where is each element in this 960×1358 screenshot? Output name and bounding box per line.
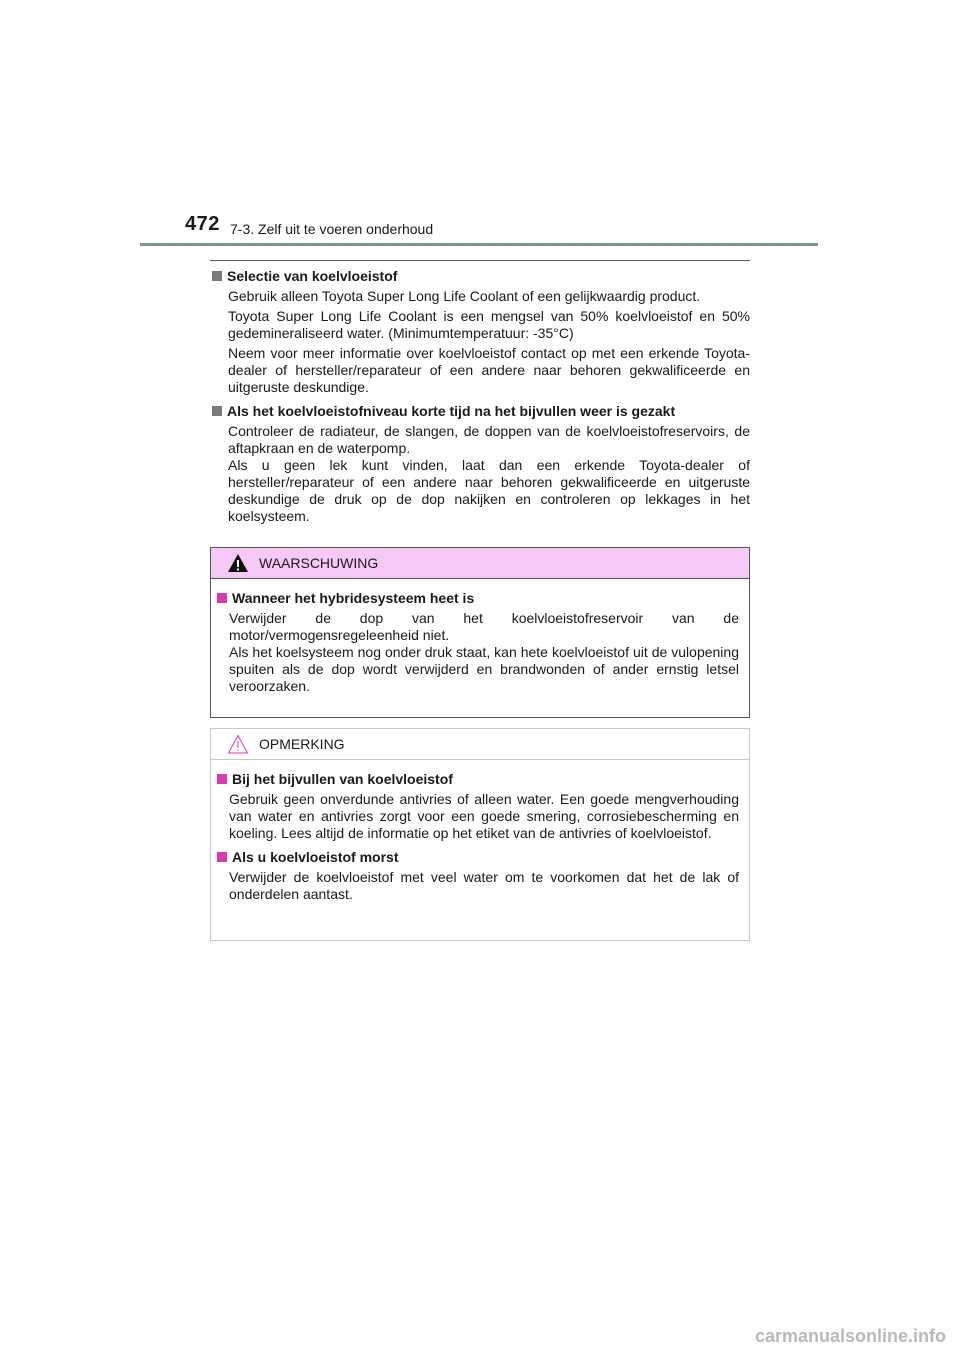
paragraph: Controleer de radiateur, de slangen, de doppen van de koelvloeistofreservoirs, de aftapkraan en de waterpomp. bbox=[228, 423, 750, 456]
warning-item-heading: Wanneer het hybridesysteem heet is bbox=[232, 590, 475, 606]
section-coolant-level-dropped bbox=[210, 402, 750, 525]
caution-outline-triangle-icon bbox=[227, 734, 249, 754]
warning-triangle-icon bbox=[227, 553, 249, 573]
paragraph: Verwijder de koelvloeistof met veel water om te voorkomen dat het de lak of onderdelen aantast. bbox=[229, 869, 739, 902]
square-bullet-icon bbox=[217, 593, 227, 603]
notice-item bbox=[215, 848, 739, 903]
warning-header bbox=[211, 548, 749, 579]
square-bullet-icon bbox=[212, 406, 222, 416]
warning-box bbox=[210, 547, 750, 718]
section-heading: Als het koelvloeistofniveau korte tijd na het bijvullen weer is gezakt bbox=[227, 403, 676, 419]
footer-watermark: carmanualsonline.info bbox=[754, 1326, 946, 1346]
paragraph: Neem voor meer informatie over koelvloeistof contact op met een erkende Toyota-dealer of hersteller/reparateur of een andere naar behoren gekwalificeerde en uitgeruste deskundige. bbox=[228, 345, 750, 395]
square-bullet-icon bbox=[212, 271, 222, 281]
page-header bbox=[0, 0, 960, 250]
warning-label: WAARSCHUWING bbox=[259, 555, 379, 571]
notice-label: OPMERKING bbox=[259, 736, 345, 752]
chapter-title: 7-3. Zelf uit te voeren onderhoud bbox=[230, 221, 434, 237]
notice-item-heading: Bij het bijvullen van koelvloeistof bbox=[232, 771, 453, 787]
warning-item bbox=[215, 589, 739, 695]
section-heading: Selectie van koelvloeistof bbox=[227, 268, 398, 284]
main-content bbox=[210, 260, 750, 531]
paragraph: Toyota Super Long Life Coolant is een mengsel van 50% koelvloeistof en 50% gedemineraliseerd water. (Minimumtemperatuur: -35°C) bbox=[228, 308, 750, 341]
notice-box bbox=[210, 728, 750, 941]
paragraph: Als u geen lek kunt vinden, laat dan een erkende Toyota-dealer of hersteller/reparateur of een andere naar behoren gekwalificeerde en uitgeruste deskundige de druk op de dop nakijken en controleren op lekkages in het koelsysteem. bbox=[228, 457, 750, 524]
notice-item-heading: Als u koelvloeistof morst bbox=[232, 849, 399, 865]
paragraph: Als het koelsysteem nog onder druk staat, kan hete koelvloeistof uit de vulopening spuiten als de dop wordt verwijderd en brandwonden of ander ernstig letsel veroorzaken. bbox=[229, 644, 739, 694]
section-divider bbox=[210, 260, 750, 261]
notice-item bbox=[215, 770, 739, 842]
square-bullet-icon bbox=[217, 852, 227, 862]
paragraph: Gebruik geen onverdunde antivries of alleen water. Een goede mengverhouding van water en antivries zorgt voor een goede smering, corrosiebescherming en koeling. Lees altijd de informatie op het etiket van de antivries of koelvloeistof. bbox=[229, 791, 739, 841]
section-coolant-selection bbox=[210, 267, 750, 396]
paragraph: Verwijder de dop van het koelvloeistofreservoir van de motor/vermogensregeleenheid niet. bbox=[229, 610, 739, 643]
notice-header bbox=[211, 729, 749, 760]
page-number: 472 bbox=[185, 213, 220, 235]
paragraph: Gebruik alleen Toyota Super Long Life Coolant of een gelijkwaardig product. bbox=[228, 288, 701, 304]
square-bullet-icon bbox=[217, 774, 227, 784]
header-rule bbox=[140, 243, 818, 246]
